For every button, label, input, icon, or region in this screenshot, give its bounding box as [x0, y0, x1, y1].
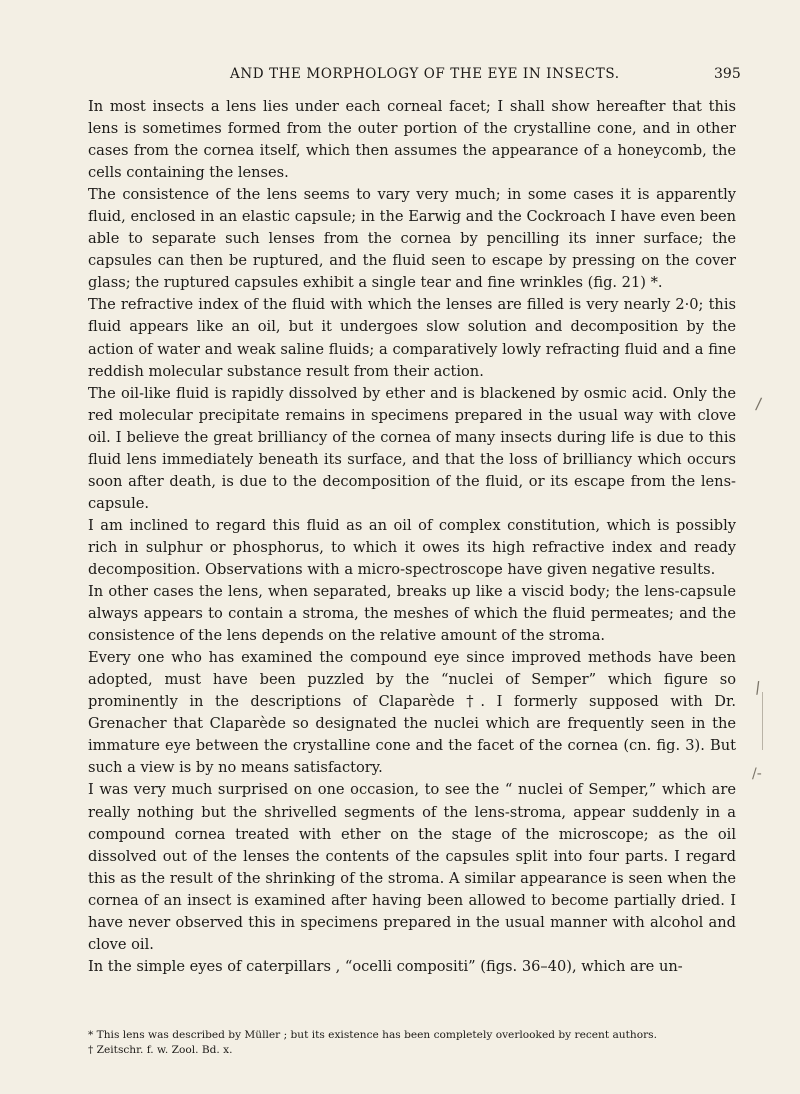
paragraph-lens-facet: In most insects a lens lies under each corneal facet; I shall show hereafter that this lens is sometimes formed from the outer portion of the crystalline cone, and in other cases from the cornea itself, which then assumes the appearance of a honeycomb, the cells containing the lenses.: [88, 98, 736, 182]
margin-pencil-mark: /: [754, 393, 763, 414]
margin-pencil-mark: /: [753, 677, 762, 698]
paragraph-nuclei-of-semper: Every one who has examined the compound eye since improved methods have been adopted, must have been puzzled by the “nuclei of Semper” which figure so prominently in the descriptions of Claparède †. I formerly supposed with Dr. Grenacher that Claparède so designated the nuclei which are frequently seen in the immature eye between the crystalline cone and the facet of the cornea (cn. fig. 3). But such a view is by no means satisfactory.: [88, 649, 736, 777]
footnotes: [88, 1028, 768, 1058]
running-title: AND THE MORPHOLOGY OF THE EYE IN INSECTS.: [230, 66, 620, 82]
paragraph-oil-like-fluid: The oil-like fluid is rapidly dissolved by ether and is blackened by osmic acid. Only the red molecular precipitate remains in specimens prepared in the usual way with clove oil. I believe the great brilliancy of the cornea of many insects during life is due to this fluid lens immediately beneath its surface, and that the loss of brilliancy which occurs soon after death, is due to the decomposition of the fluid, or its escape from the lens-capsule.: [88, 384, 736, 512]
margin-bracket-line: [762, 692, 763, 750]
paragraph-lens-consistence: The consistence of the lens seems to vary very much; in some cases it is apparently fluid, enclosed in an elastic capsule; in the Earwig and the Cockroach I have even been able to separate such lenses from the cornea by pencilling its inner surface; the capsules can then be ruptured, and the fluid seen to escape by pressing on the cover glass; the ruptured capsules exhibit a single tear and fine wrinkles (fig. 21) *.: [88, 186, 736, 292]
paragraph-shrivelled-segments: I was very much surprised on one occasion, to see the “ nuclei of Semper,” which are really nothing but the shrivelled segments of the lens-stroma, appear suddenly in a compound cornea treated with ether on the stage of the microscope; as the oil dissolved out of the lenses the contents of the capsules split into four parts. I regard this as the result of the shrinking of the stroma. A similar appearance is seen when the cornea of an insect is examined after having been allowed to become partially dried. I have never observed this in specimens prepared in the usual manner with alcohol and clove oil.: [88, 781, 736, 953]
paragraph-simple-eyes: In the simple eyes of caterpillars , “ocelli compositi” (figs. 36–40), which are un-: [88, 957, 683, 975]
footnote-zeitschr: † Zeitschr. f. w. Zool. Bd. x.: [88, 1044, 233, 1056]
margin-pencil-mark: /-: [752, 766, 762, 782]
body-text: [88, 96, 736, 978]
paragraph-complex-oil: I am inclined to regard this fluid as an oil of complex constitution, which is possibly rich in sulphur or phosphorus, to which it owes its high refractive index and ready decomposition. Observations with a micro-spectroscope have given negative results.: [88, 516, 736, 578]
footnote-muller: * This lens was described by Müller ; but its existence has been completely overlooked by recent authors.: [88, 1029, 657, 1041]
paragraph-viscid-body: In other cases the lens, when separated, breaks up like a viscid body; the lens-capsule always appears to contain a stroma, the meshes of which the fluid permeates; and the consistence of the lens depends on the relative amount of the stroma.: [88, 583, 736, 645]
page-number: 395: [714, 66, 741, 82]
paragraph-refractive-index: The refractive index of the fluid with which the lenses are filled is very nearly 2·0; this fluid appears like an oil, but it undergoes slow solution and decomposition by the action of water and weak saline fluids; a comparatively lowly refracting fluid and a fine reddish molecular substance result from their action.: [88, 296, 736, 380]
